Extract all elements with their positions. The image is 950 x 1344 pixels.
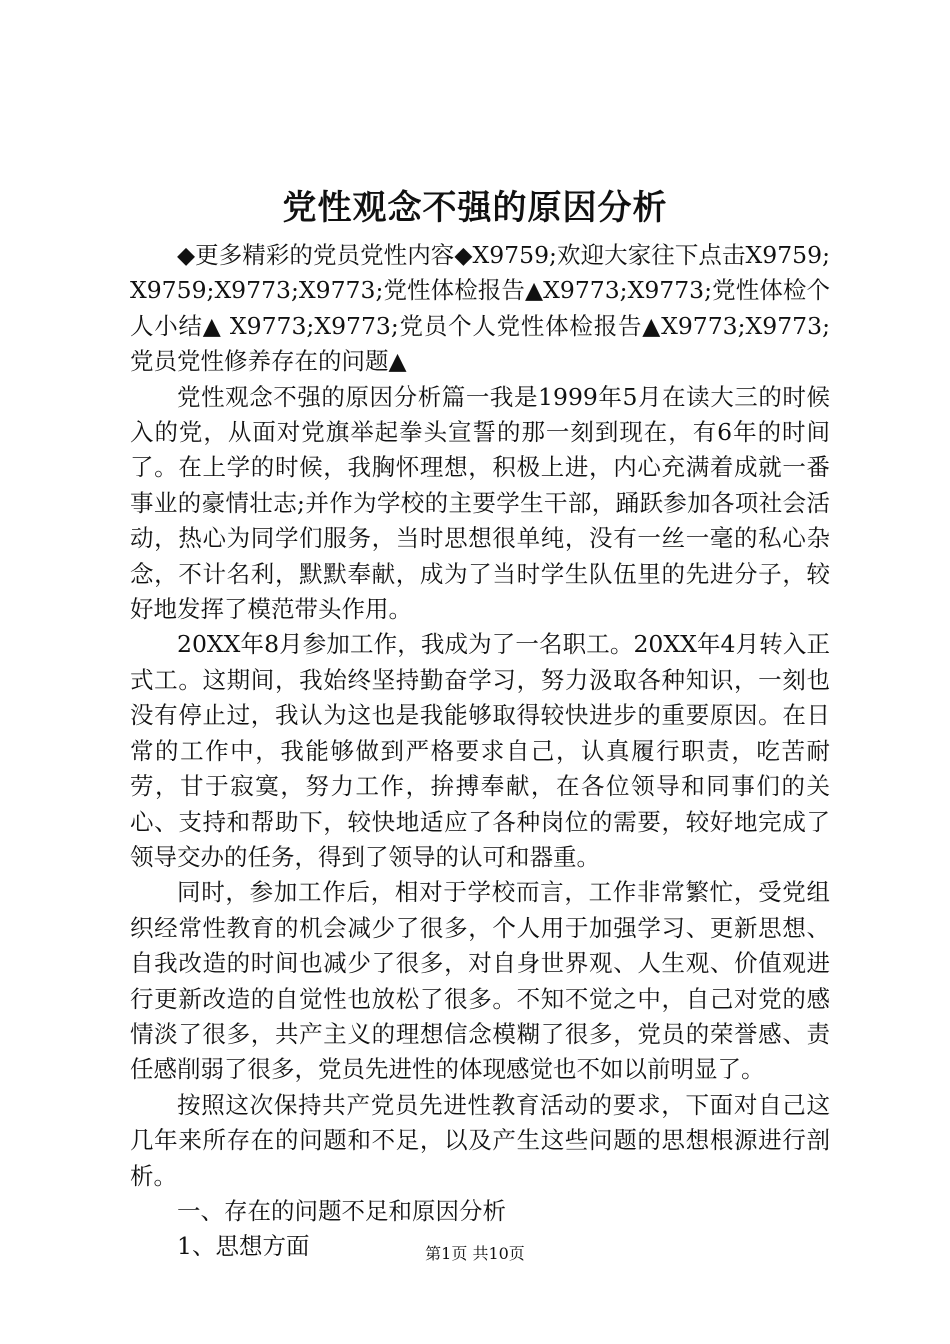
intro-links-paragraph: ◆更多精彩的党员党性内容◆X9759;欢迎大家往下点击X9759;X9759;X9773;X9773;党性体检报告▲X9773;X9773;党性体检个人小结▲ X9773;X9773;党员个人党性体检报告▲X9773;X9773;党员党性修养存在的问题▲ — [130, 241, 830, 376]
document-title: 党性观念不强的原因分析 — [282, 188, 668, 228]
page-number-footer: 第1页 共10页 — [425, 1244, 525, 1263]
section-heading: 一、存在的问题不足和原因分析 — [177, 1196, 506, 1225]
body-paragraph: 党性观念不强的原因分析篇一我是1999年5月在读大三的时候入的党，从面对党旗举起拳头宣誓的那一刻到现在，有6年的时间了。在上学的时候，我胸怀理想，积极上进，内心充满着成就一番事业的豪情壮志;并作为学校的主要学生干部，踊跃参加各项社会活动，热心为同学们服务，当时思想很单纯，没有一丝一毫的私心杂念，不计名利，默默奉献，成为了当时学生队伍里的先进分子，较好地发挥了模范带头作用。 — [130, 382, 830, 624]
body-paragraph: 按照这次保持共产党员先进性教育活动的要求，下面对自己这几年来所存在的问题和不足，以及产生这些问题的思想根源进行剖析。 — [130, 1090, 830, 1190]
body-paragraph: 同时，参加工作后，相对于学校而言，工作非常繁忙，受党组织经常性教育的机会减少了很多，个人用于加强学习、更新思想、自我改造的时间也减少了很多，对自身世界观、人生观、价值观进行更新改造的自觉性也放松了很多。不知不觉之中，自己对党的感情淡了很多，共产主义的理想信念模糊了很多，党员的荣誉感、责任感削弱了很多，党员先进性的体现感觉也不如以前明显了。 — [130, 878, 830, 1084]
body-paragraph: 20XX年8月参加工作，我成为了一名职工。20XX年4月转入正式工。这期间，我始终坚持勤奋学习，努力汲取各种知识，一刻也没有停止过，我认为这也是我能够取得较快进步的重要原因。在日常的工作中，我能够做到严格要求自己，认真履行职责，吃苦耐劳，甘于寂寞，努力工作，拚搏奉献，在各位领导和同事们的关心、支持和帮助下，较快地适应了各种岗位的需要，较好地完成了领导交办的任务，得到了领导的认可和器重。 — [130, 630, 830, 871]
document-body — [130, 238, 830, 1265]
subsection-heading: 1、思想方面 — [177, 1232, 310, 1261]
